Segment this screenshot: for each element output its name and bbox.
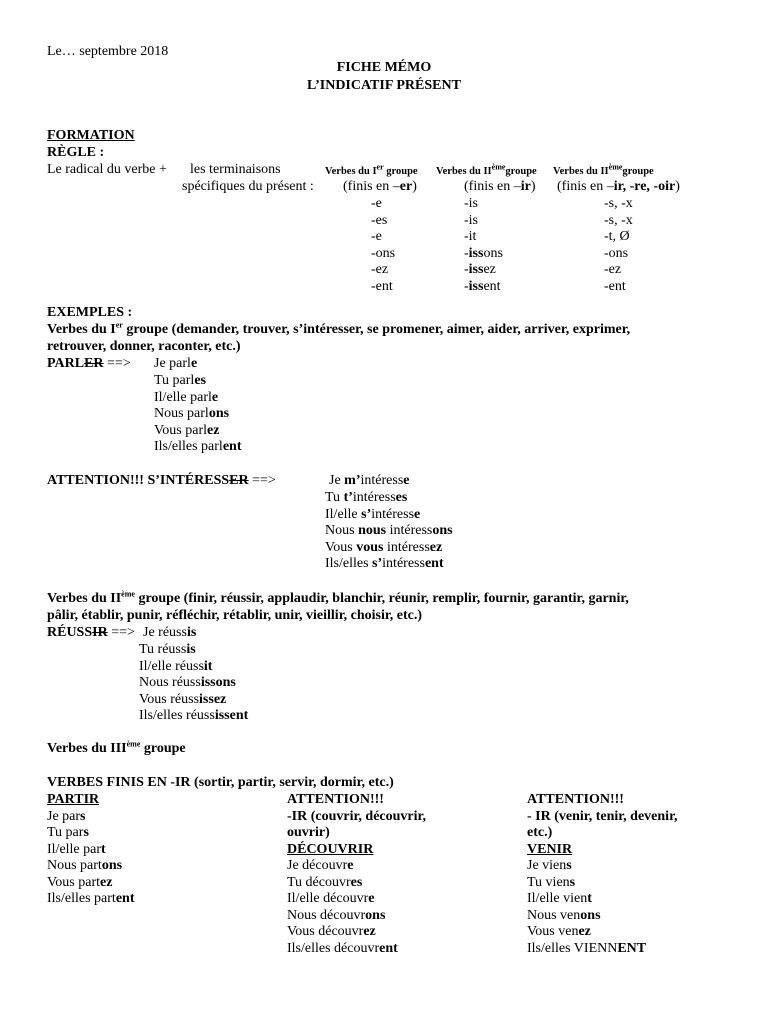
conj-row: Nous partons [47,858,123,873]
attention-title: ATTENTION!!! [527,792,624,807]
ending: -t, Ø [604,229,630,244]
group2-subheader: (finis en –ir) [464,179,536,194]
attention-interesser-label: ATTENTION!!! S’INTÉRESSER ==> [47,473,276,488]
conj-row: Vous vous intéressez [325,539,443,555]
conj-row: Je viens [527,858,572,873]
conj-row: Vous réussissez [139,691,227,707]
conj-row: Il/elle réussit [139,658,213,674]
group2-header: Verbes du IIèmegroupe [436,162,537,177]
ending: -ez [371,262,389,277]
conj-row: Tu parles [154,373,206,388]
ending: -issez [464,262,496,277]
group3-header: Verbes du IIèmegroupe [553,162,654,177]
conj-row: Je pars [47,808,86,824]
group1-subheader: (finis en –er) [343,179,417,194]
ending: -ons [604,245,629,261]
title-line-1: FICHE MÉMO [336,60,432,75]
ending: -ons [371,245,396,261]
conj-row: Nous venons [527,907,601,923]
attention-note-line1: - IR (venir, tenir, devenir, [527,808,678,824]
conj-row: Nous parlons [154,406,230,421]
ending: -ent [604,278,626,294]
ending: -es [371,212,388,228]
rule-text-2: les terminaisons [190,162,281,177]
conj-row: Tu découvres [287,874,363,890]
conj-row: Il/elle part [47,841,106,857]
group1-examples-line1: Verbes du Ier groupe (demander, trouver, s’intéresser, se promener, aimer, aider, arriver, exprimer, [47,320,631,337]
conj-row: Vous parlez [154,422,220,438]
reussir-conjugation [139,642,248,725]
finis-ir-heading: VERBES FINIS EN -IR (sortir, partir, servir, dormir, etc.) [47,775,394,790]
conj-row: Il/elle vient [527,891,592,906]
attention-title: ATTENTION!!! [287,792,384,807]
group3-endings [604,196,633,295]
group2-examples-line1: Verbes du IIème groupe (finir, réussir, applaudir, blanchir, réunir, remplir, fournir, garantir, garnir, [47,589,629,606]
conj-row: Ils/elles s’intéressent [325,556,444,571]
group2-endings [464,196,503,295]
heading-formation: FORMATION [47,128,135,143]
ending: -s, -x [604,212,633,228]
heading-exemples: EXEMPLES : [47,305,133,320]
conj-row: Il/elle parle [154,389,219,405]
ending: -issent [464,278,501,294]
partir-title: PARTIR [47,792,100,807]
attention-note-line2: etc.) [527,825,553,840]
group2-examples-line2: pâlir, établir, punir, réfléchir, rétablir, unir, vieillir, choisir, etc.) [47,608,423,623]
ending: -it [464,229,477,244]
parler-conjugation [154,373,241,456]
interesser-conjugation [325,490,453,573]
conj-row: Nous nous intéressons [325,523,453,538]
title-line-2: L’INDICATIF PRÉSENT [307,78,461,93]
group1-header: Verbes du Ier groupe [325,162,418,177]
conj-row: Il/elle découvre [287,891,375,906]
partir-column [47,792,134,908]
reussir-conj-1: Je réussis [143,625,197,640]
conj-row: Nous réussissons [139,675,236,690]
group3-subheader: (finis en –ir, -re, -oir) [557,179,680,194]
ending: -ez [604,262,622,277]
conj-row: Vous venez [527,924,591,939]
conj-row: Je découvre [287,858,354,873]
conj-row: Il/elle s’intéresse [325,506,421,522]
rule-text-1: Le radical du verbe + [47,162,167,177]
conj-row: Ils/elles VIENNENT [527,940,647,956]
group3-heading: Verbes du IIIème groupe [47,739,186,756]
ending: -issons [464,245,503,261]
attention-note-line2: ouvrir) [287,825,330,840]
rule-text-3: spécifiques du présent : [182,179,314,194]
ending: -s, -x [604,196,633,211]
group1-examples-line2: retrouver, donner, raconter, etc.) [47,339,241,354]
ending: -is [464,212,478,228]
decouvrir-title: DÉCOUVRIR [287,841,374,857]
attention-note-line1: -IR (couvrir, découvrir, [287,808,426,824]
heading-regle: RÈGLE : [47,145,105,160]
group1-endings [371,196,395,295]
conj-row: Ils/elles parlent [154,439,242,454]
conj-row: Tu t’intéresses [325,490,408,505]
conj-row: Ils/elles découvrent [287,940,398,956]
conj-row: Vous découvrez [287,924,376,939]
venir-column [527,792,678,957]
ending: -e [371,229,382,244]
conj-row: Ils/elles réussissent [139,708,249,723]
parler-conj-1: Je parle [154,356,198,371]
conj-row: Tu viens [527,874,576,890]
interesser-conj-1: Je m’intéresse [329,473,410,488]
conj-row: Nous découvrons [287,907,386,923]
parler-label: PARLER ==> [47,356,131,371]
conj-row: Ils/elles partent [47,891,135,906]
date: Le… septembre 2018 [47,44,169,59]
reussir-label: RÉUSSIR ==> [47,625,135,640]
ending: -ent [371,278,393,294]
ending: -is [464,196,478,211]
venir-title: VENIR [527,841,573,857]
conj-row: Vous partez [47,874,113,890]
conj-row: Tu pars [47,825,89,840]
ending: -e [371,196,382,211]
conj-row: Tu réussis [139,642,196,657]
decouvrir-column [287,792,426,957]
